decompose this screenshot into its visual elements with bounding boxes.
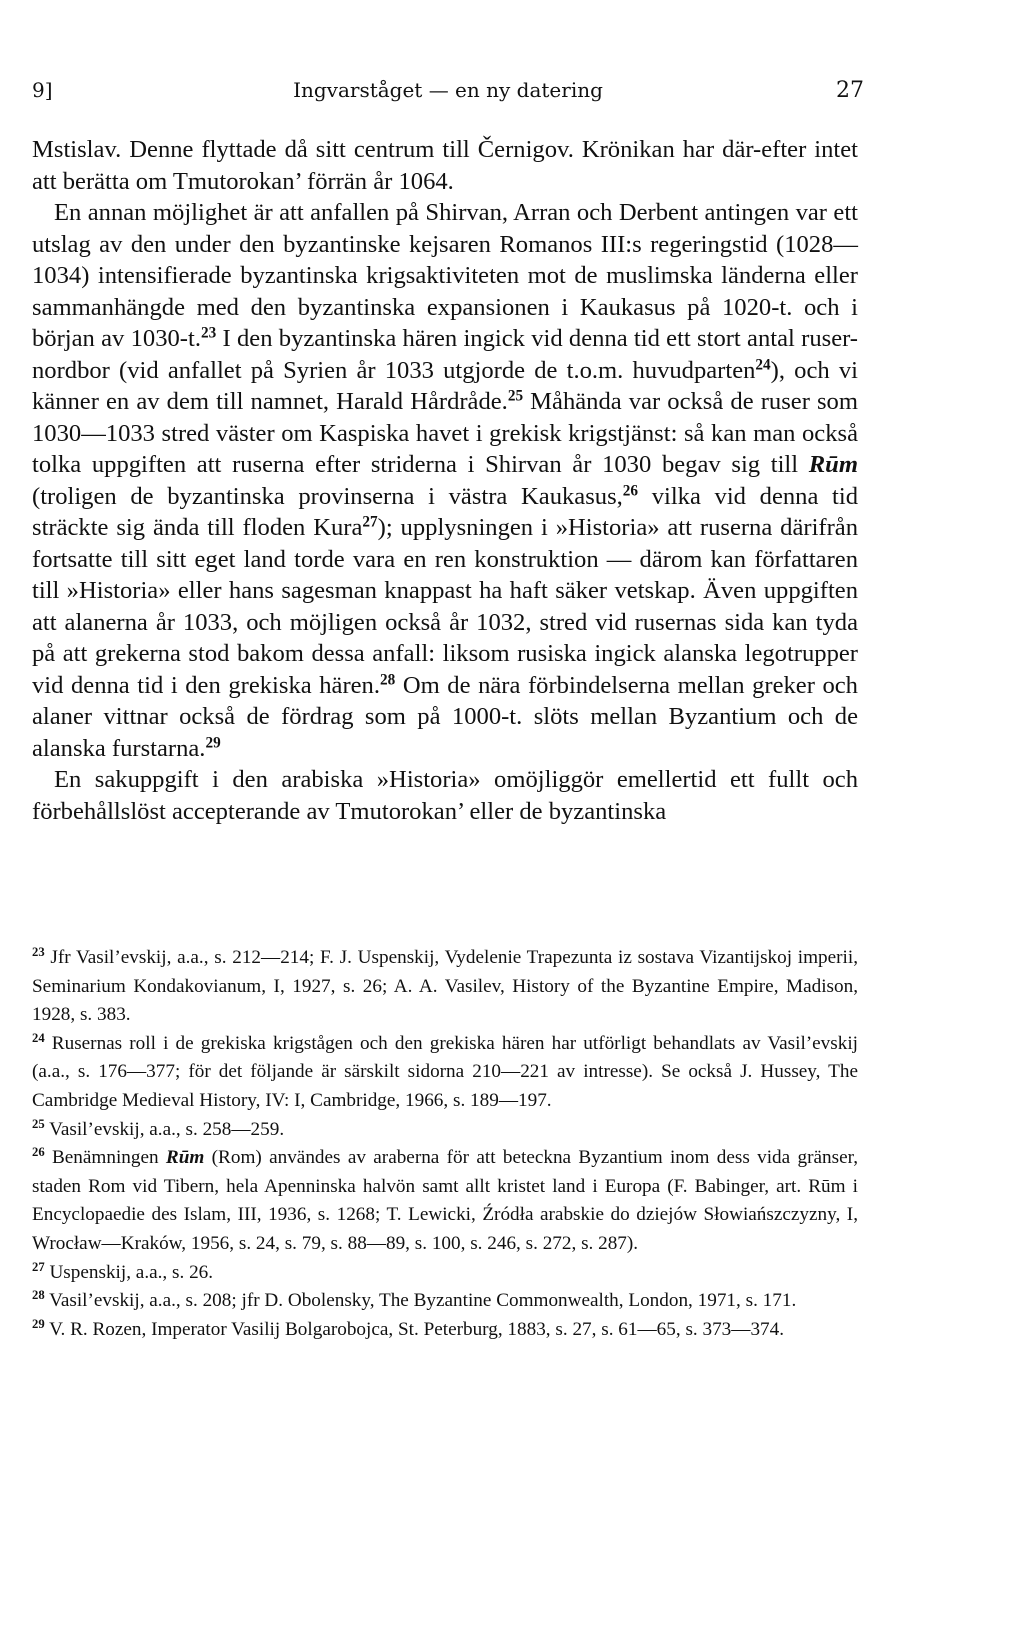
text-run: Vasil’evskij, a.a., s. 208; jfr D. Obolensky, The Byzantine Commonwealth, London, 1971, s. 171. xyxy=(44,1290,797,1312)
footnote-ref: 26 xyxy=(622,482,639,500)
footnote-ref: 24 xyxy=(32,1030,45,1045)
footnote xyxy=(32,1259,858,1288)
text-run: (troligen de byzantinska provinserna i västra Kaukasus, xyxy=(32,482,623,510)
italic-term: Rūm xyxy=(808,451,858,478)
text-run: Mstislav. Denne flyttade då sitt centrum till Černigov. Krönikan har där-efter intet att berätta om Tmutorokan’ förrän år 1064. xyxy=(32,136,858,195)
footnote-ref: 27 xyxy=(32,1259,45,1274)
footnote xyxy=(32,944,858,1030)
footnote-ref: 27 xyxy=(362,513,378,531)
footnote-ref: 25 xyxy=(507,387,524,405)
footnote xyxy=(32,1316,858,1345)
text-run: I den byzantinska hären ingick vid denna tid ett stort antal ruser-nordbor (vid anfallet på Syrien år 1033 utgjorde de t.o.m. huvudparten xyxy=(32,325,858,384)
text-run: Om de nära förbindelserna mellan greker och alaner vittnar också de fördrag som på 1000-t. slöts mellan Byzantium och de alanska furstarna. xyxy=(32,671,858,762)
text-run: V. R. Rozen, Imperator Vasilij Bolgarobojca, St. Peterburg, 1883, s. 27, s. 61—65, s. 373—374. xyxy=(44,1318,785,1340)
footnote-ref: 29 xyxy=(205,734,221,752)
running-title: Ingvarståget — en ny datering xyxy=(293,78,603,102)
text-run: (Rom) användes av araberna för att beteckna Byzantium inom dess vida gränser, staden Rom vid Tibern, hela Apenninska halvön samt allt kristet land i Europa (F. Babinger, art. Rūm i Encyclopaedie des Islam, III, 1936, s. 1268; T. Lewicki, Źródła arabskie do dziejów Słowiańszczyzny, I, Wrocław—Kraków, 1956, s. 24, s. 79, s. 88—89, s. 100, s. 246, s. 272, s. 287). xyxy=(32,1147,858,1254)
footnote-ref: 28 xyxy=(32,1288,45,1303)
paragraph xyxy=(32,197,858,764)
text-run: Rusernas roll i de grekiska krigstågen och den grekiska hären har utförligt behandlats av Vasil’evskij (a.a., s. 176—377; för det följande är särskilt sidorna 210—221 av intresse). Se också J. Hussey, The Cambridge Medieval History, IV: I, Cambridge, 1966, s. 189—197. xyxy=(32,1032,858,1111)
italic-term: Rūm xyxy=(165,1147,205,1169)
body-text xyxy=(32,134,858,827)
page-number: 27 xyxy=(836,78,864,103)
text-run: vilka vid denna tid sträckte sig ända till floden Kura xyxy=(32,482,858,541)
text-run: Vasil’evskij, a.a., s. 258—259. xyxy=(44,1118,285,1140)
text-run: En annan möjlighet är att anfallen på Shirvan, Arran och Derbent antingen var ett utslag av den under den byzantinske kejsaren Romanos III:s regeringstid (1028—1034) intensifierade byzantinska krigsaktiviteten mot de muslimska länderna eller sammanhängde med den byzantinska expansionen i Kaukasus på 1020-t. och i början av 1030-t. xyxy=(32,199,858,352)
footnote-ref: 23 xyxy=(200,324,217,342)
text-run: ); upplysningen i »Historia» att ruserna därifrån fortsatte till sitt eget land torde vara en ren konstruktion — därom kan författaren till »Historia» eller hans sagesman knappast ha haft säker vetskap. Även uppgiften att alanerna år 1033, och möjligen också år 1032, stred vid rusernas sida kan tyda på att grekerna stod bakom dessa anfall: liksom rusiska ingick alanska legotrupper vid denna tid i den grekiska hären. xyxy=(32,514,858,699)
footnote-ref: 28 xyxy=(380,671,396,689)
footnotes xyxy=(32,944,858,1344)
text-run: Benämningen xyxy=(44,1147,166,1169)
text-run: Uspenskij, a.a., s. 26. xyxy=(44,1261,214,1283)
text-run: En sakuppgift i den arabiska »Historia» omöjliggör emellertid ett fullt och förbehållslöst accepterande av Tmutorokan’ eller de byzantinska xyxy=(32,766,858,825)
footnote-ref: 26 xyxy=(32,1145,45,1160)
paragraph xyxy=(32,764,858,827)
paragraph xyxy=(32,134,858,197)
section-number: 9] xyxy=(32,78,53,102)
text-run: Jfr Vasil’evskij, a.a., s. 212—214; F. J. Uspenskij, Vydelenie Trapezunta iz sostava Vizantijskoj imperii, Seminarium Kondakovianum, I, 1927, s. 26; A. A. Vasilev, History of the Byzantine Empire, Madison, 1928, s. 383. xyxy=(32,947,858,1026)
footnote-ref: 23 xyxy=(32,945,45,960)
footnote-ref: 25 xyxy=(32,1116,45,1131)
footnote-ref: 24 xyxy=(755,356,771,374)
text-run: Måhända var också de ruser som 1030—1033 stred väster om Kaspiska havet i grekisk krigstjänst: så kan man också tolka uppgiften att ruserna efter striderna i Shirvan år 1030 begav sig till xyxy=(32,388,858,478)
footnote xyxy=(32,1144,858,1258)
footnote-ref: 29 xyxy=(32,1316,45,1331)
running-header xyxy=(32,78,864,108)
footnote xyxy=(32,1030,858,1116)
footnote xyxy=(32,1116,858,1145)
footnote xyxy=(32,1287,858,1316)
text-run: ), och vi känner en av dem till namnet, Harald Hårdråde. xyxy=(32,356,858,415)
